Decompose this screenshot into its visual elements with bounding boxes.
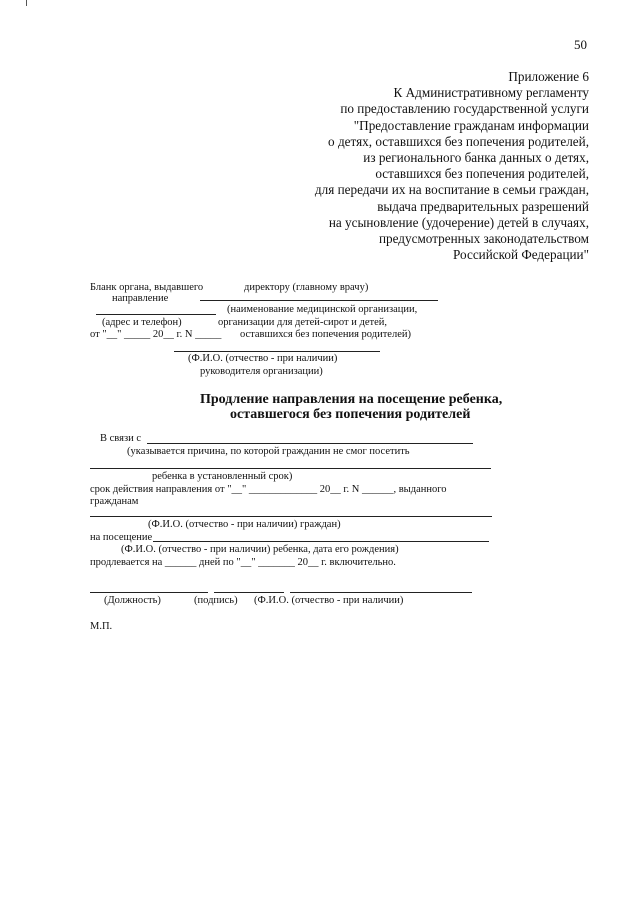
in-connection-label: В связи с [100, 433, 141, 444]
citizens-fio-hint: (Ф.И.О. (отчество - при наличии) граждан) [148, 519, 341, 530]
annex-block [315, 69, 589, 263]
reason-line [147, 443, 473, 444]
address-line [96, 314, 216, 315]
annex-line: предусмотренных законодательством [378, 231, 589, 247]
annex-line: выдача предварительных разрешений [377, 198, 589, 214]
annex-line: на усыновление (удочерение) детей в случаях, [328, 214, 589, 230]
position-line [90, 592, 208, 593]
med-org-hint: (наименование медицинской организации, [227, 304, 418, 315]
child-fio-line [153, 541, 489, 542]
annex-line: К Административному регламенту [393, 85, 589, 101]
visit-label: на посещение [90, 532, 153, 543]
head-of-org-hint: руководителя организации) [200, 366, 323, 377]
annex-line: Российской Федерации" [453, 247, 589, 263]
left-without-care-hint: оставшихся без попечения родителей) [240, 329, 411, 340]
annex-line: о детях, оставшихся без попечения родителей, [328, 133, 589, 149]
date-number-field: от "__" _____ 20__ г. N _____ [90, 329, 222, 340]
orphans-org-hint: организации для детей-сирот и детей, [218, 317, 387, 328]
document-title-line1: Продление направления на посещение ребенка, [200, 392, 503, 407]
signer-fio-hint: (Ф.И.О. (отчество - при наличии) [254, 595, 404, 606]
scan-edge-mark [26, 0, 27, 6]
annex-line: Приложение 6 [508, 69, 589, 84]
annex-line: из регионального банка данных о детях, [363, 150, 589, 166]
citizens-fio-line [90, 516, 492, 517]
stamp-place: М.П. [90, 621, 113, 632]
signature-hint: (подпись) [194, 595, 238, 606]
child-deadline-hint: ребенка в установленный срок) [152, 471, 293, 482]
recipient-name-line [200, 300, 438, 301]
extension-text: продлевается на ______ дней по "__" _______ 20__ г. включительно. [90, 557, 396, 568]
blank-label-line2: направление [112, 293, 169, 304]
reason-continuation-line [90, 468, 491, 469]
recipient-director: директору (главному врачу) [244, 282, 369, 293]
blank-label-line1: Бланк органа, выдавшего [90, 282, 204, 293]
annex-line: по предоставлению государственной услуги [340, 101, 589, 117]
head-fio-hint: (Ф.И.О. (отчество - при наличии) [188, 353, 338, 364]
child-fio-hint: (Ф.И.О. (отчество - при наличии) ребенка, дата его рождения) [121, 544, 399, 555]
fio-line [290, 592, 472, 593]
annex-line: "Предоставление гражданам информации [353, 117, 589, 133]
document-title-line2: оставшегося без попечения родителей [230, 407, 471, 422]
page-number: 50 [574, 37, 587, 52]
signature-line [214, 592, 284, 593]
validity-text: срок действия направления от "__" _____________ 20__ г. N ______, выданного [90, 484, 447, 495]
annex-line: для передачи их на воспитание в семьи граждан, [314, 182, 589, 198]
reason-hint: (указывается причина, по которой гражданин не смог посетить [127, 446, 410, 457]
annex-line: оставшихся без попечения родителей, [375, 166, 589, 182]
address-phone-hint: (адрес и телефон) [102, 317, 182, 328]
head-fio-line [174, 351, 380, 352]
citizens-label: гражданам [90, 496, 139, 507]
position-hint: (Должность) [104, 595, 161, 606]
